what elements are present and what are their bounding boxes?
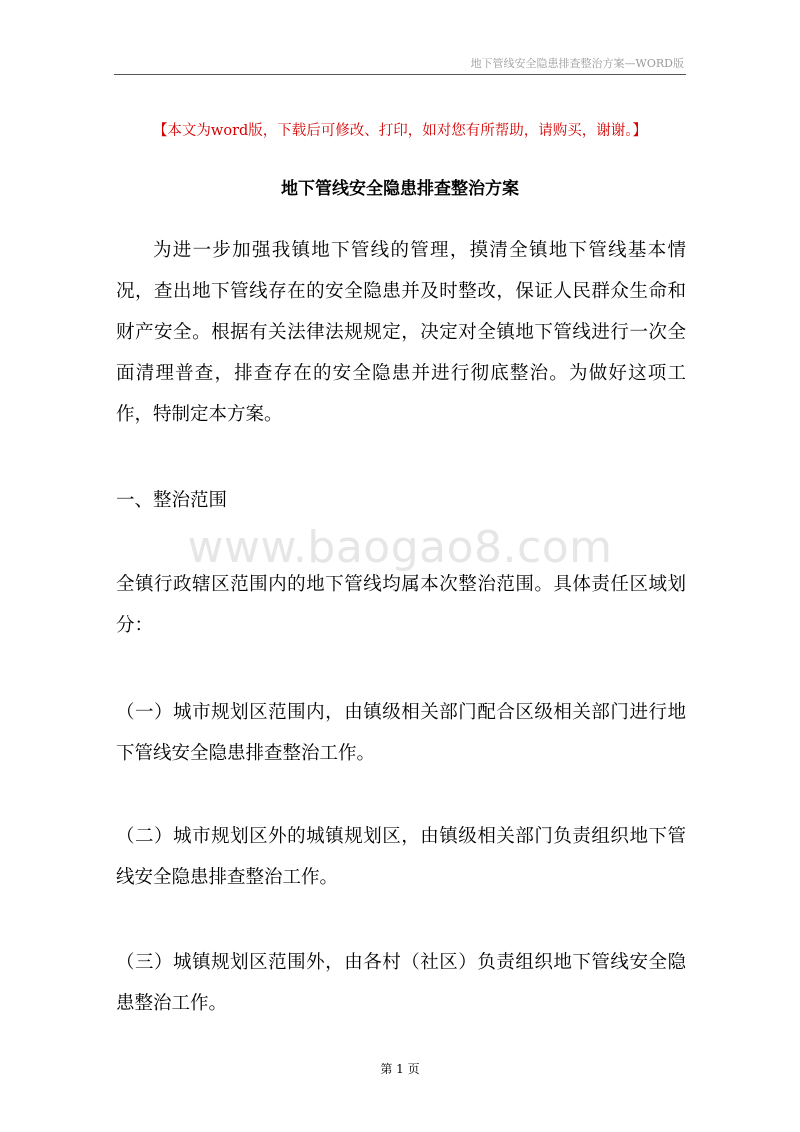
scope-item-2: （二）城市规划区外的城镇规划区，由镇级相关部门负责组织地下管线安全隐患排查整治工作。 <box>116 826 686 888</box>
section-heading: 一、整治范围 <box>116 490 228 511</box>
scope-paragraph: 全镇行政辖区范围内的地下管线均属本次整治范围。具体责任区域划分： <box>116 574 686 636</box>
watermark: www.baogao8.com <box>187 522 613 573</box>
header-divider <box>114 74 686 75</box>
scope-item-3: （三）城镇规划区范围外，由各村（社区）负责组织地下管线安全隐患整治工作。 <box>116 952 686 1014</box>
intro-paragraph: 为进一步加强我镇地下管线的管理，摸清全镇地下管线基本情况，查出地下管线存在的安全隐患并及时整改，保证人民群众生命和财产安全。根据有关法律法规规定，决定对全镇地下管线进行一次全面清理普查，排查存在的安全隐患并进行彻底整治。为做好这项工作，特制定本方案。 <box>116 240 686 425</box>
page-number: 第 1 页 <box>380 1062 420 1076</box>
scope-item-1: （一）城市规划区范围内，由镇级相关部门配合区级相关部门进行地下管线安全隐患排查整治工作。 <box>116 702 686 764</box>
download-notice: 【本文为word版，下载后可修改、打印，如对您有所帮助，请购买，谢谢。】 <box>152 123 648 139</box>
document-title: 地下管线安全隐患排查整治方案 <box>281 179 519 199</box>
running-header: 地下管线安全隐患排查整治方案—WORD版 <box>470 57 684 70</box>
